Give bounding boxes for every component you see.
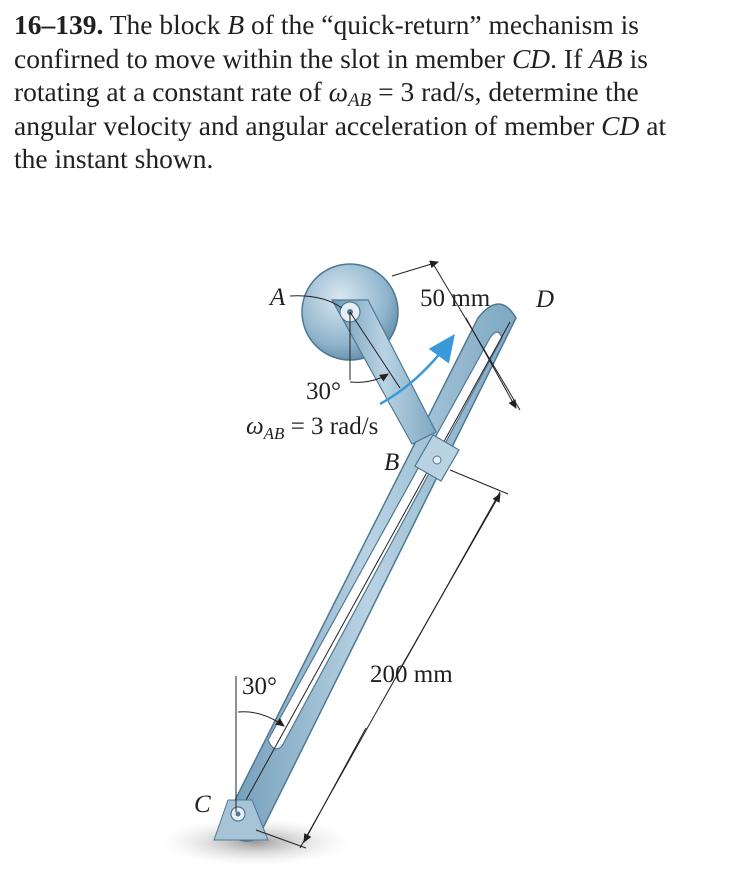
symbol-AB: AB — [589, 42, 623, 74]
symbol-B: B — [227, 9, 245, 40]
omega-symbol: ω — [246, 413, 264, 440]
label-angle-bottom: 30° — [242, 673, 277, 700]
text-segment: of the “quick-return” mechanism is — [244, 9, 639, 40]
label-A: A — [270, 284, 286, 311]
text-segment: . If — [550, 42, 590, 74]
label-omega — [246, 413, 378, 443]
member-CD — [222, 304, 516, 841]
symbol-omega: ω — [328, 76, 349, 108]
dim-200-line — [450, 470, 508, 494]
label-C: C — [194, 791, 211, 818]
dim-50-line — [392, 262, 438, 276]
text-segment: The block — [103, 9, 228, 40]
label-D: D — [536, 286, 555, 313]
problem-number: 16–139. — [14, 9, 104, 40]
label-angle-top: 30° — [306, 378, 341, 405]
omega-value: = 3 rad/s — [284, 413, 379, 440]
symbol-CD: CD — [601, 109, 640, 141]
text-segment: rotating at a constant rate of — [14, 76, 329, 108]
symbol-omega-subscript: AB — [348, 90, 372, 112]
text-segment: = 3 rad/s, determine the — [371, 76, 639, 108]
text-segment: is — [622, 42, 648, 74]
problem-line-5: the instant shown. — [14, 143, 214, 175]
label-50mm: 50 mm — [420, 285, 491, 312]
text-segment: at — [639, 109, 667, 141]
label-B: B — [384, 449, 400, 476]
omega-subscript: AB — [263, 424, 285, 443]
text-segment: angular velocity and angular acceleration of member — [14, 109, 602, 141]
text-segment: confirned to move within the slot in member — [14, 42, 512, 74]
symbol-CD: CD — [511, 42, 551, 74]
label-200mm: 200 mm — [370, 661, 453, 688]
